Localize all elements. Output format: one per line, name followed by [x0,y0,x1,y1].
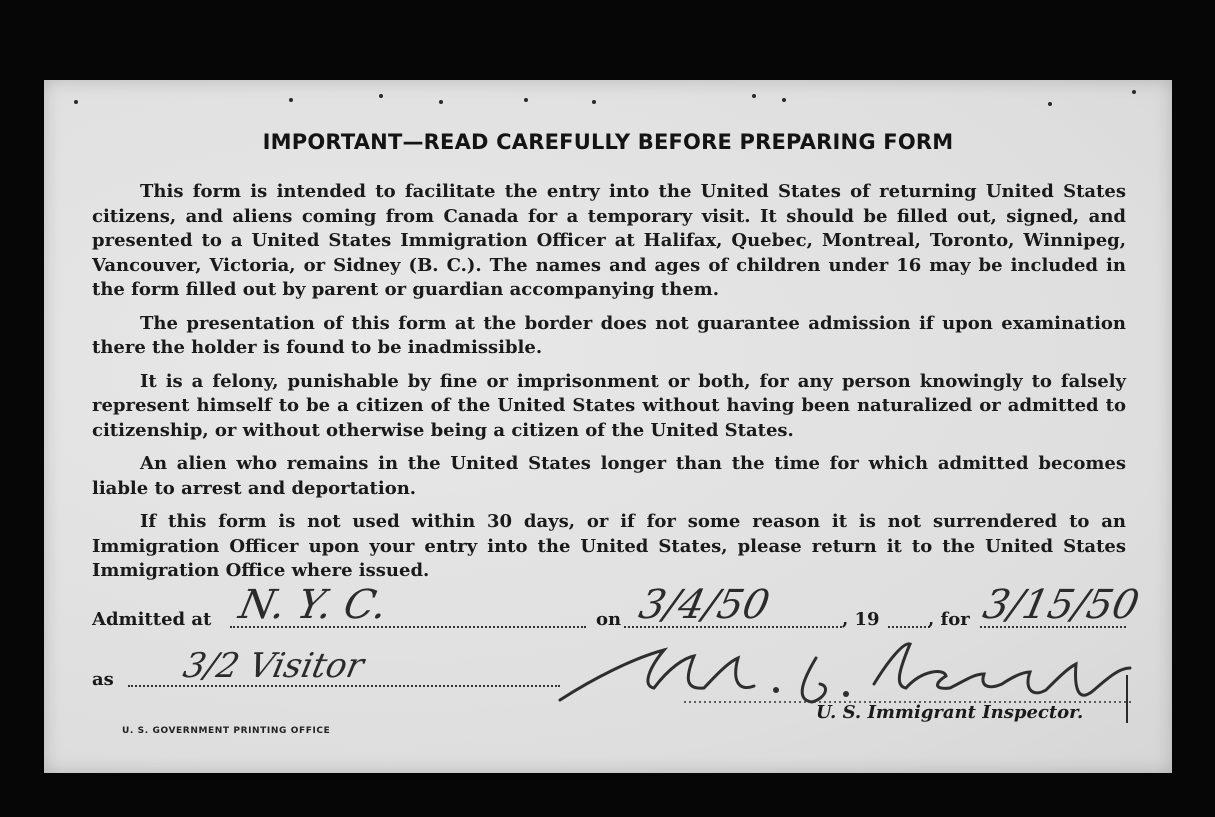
immigration-form-card [44,80,1172,773]
as-handwritten: 3/2 Visitor [179,646,368,686]
instruction-paragraph: An alien who remains in the United States longer than the time for which admitted becomes liable to arrest and deportation. [92,453,1126,499]
year-label: , 19 [842,609,880,630]
for-handwritten: 3/15/50 [979,582,1144,628]
scan-speck [752,94,756,98]
scan-speck [439,100,443,104]
scan-speck [782,98,786,102]
form-instructions [92,180,1126,593]
form-heading: IMPORTANT—READ CAREFULLY BEFORE PREPARING FORM [262,130,954,154]
scan-speck [1048,102,1052,106]
on-label: on [596,609,622,630]
admitted-at-handwritten: N. Y. C. [235,582,392,628]
inspector-title: U. S. Immigrant Inspector. [816,702,1084,723]
as-label: as [92,669,114,690]
scan-speck [524,98,528,102]
instruction-paragraph: This form is intended to facilitate the entry into the United States of returning United States citizens, and aliens coming from Canada for a temporary visit. It should be filled out, signed, and presented to a United States Immigration Officer at Halifax, Quebec, Montreal, Toronto, Winnipeg, Vancouver, Victoria, or Sidney (B. C.). The names and ages of children under 16 may be included in the form filled out by parent or guardian accompanying them. [92,181,1126,300]
admitted-at-label: Admitted at [92,609,212,630]
scan-speck [74,100,78,104]
printer-imprint: U. S. GOVERNMENT PRINTING OFFICE [122,726,331,736]
instruction-paragraph: The presentation of this form at the border does not guarantee admission if upon examination there the holder is found to be inadmissible. [92,312,1126,358]
scan-speck [289,98,293,102]
instruction-paragraph: If this form is not used within 30 days, or if for some reason it is not surrendered to an Immigration Officer upon your entry into the United States, please return it to the United States Immigration Office where issued. [92,511,1126,581]
scan-speck [379,94,383,98]
for-label: , for [928,609,970,630]
scan-speck [592,100,596,104]
instruction-paragraph: It is a felony, punishable by fine or imprisonment or both, for any person knowingly to falsely represent himself to be a citizen of the United States without having been naturalized or admitted to citizenship, or without otherwise being a citizen of the United States. [92,370,1126,441]
date-handwritten: 3/4/50 [635,582,774,628]
scan-speck [1132,90,1136,94]
form-edge-mark [1126,675,1128,723]
